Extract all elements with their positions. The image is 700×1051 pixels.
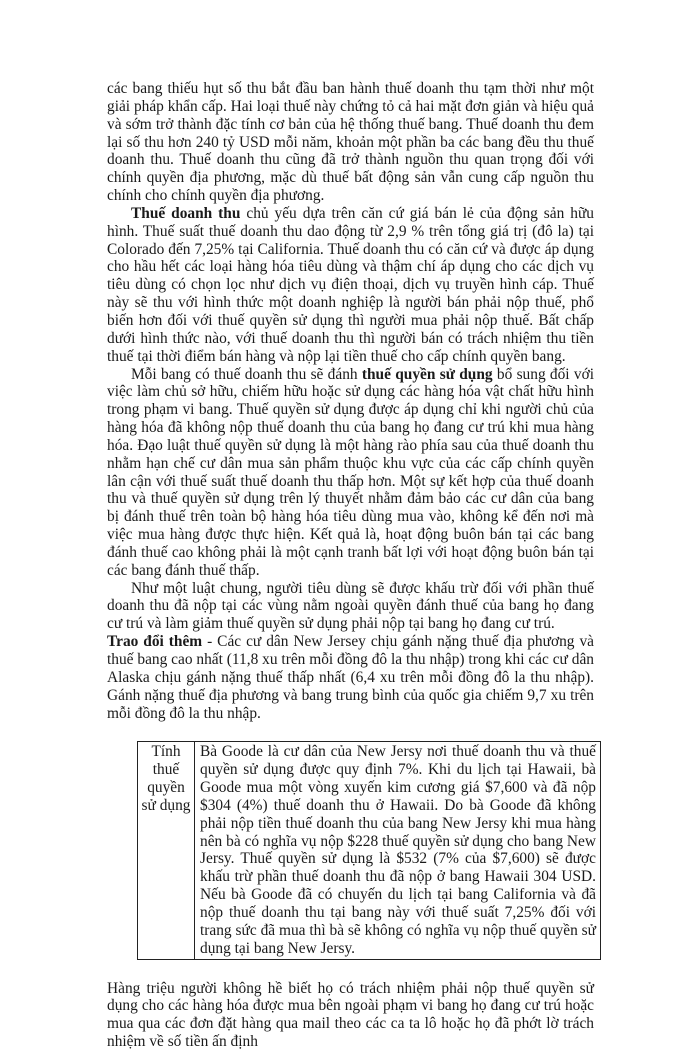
term-use-tax: thuế quyền sử dụng bbox=[361, 365, 493, 383]
paragraph-closing: Hàng triệu người không hề biết họ có trách nhiệm phải nộp thuế quyền sử dụng cho các hàng hóa được mua bên ngoài phạm vi bang họ đang cư trú hoặc mua qua các đơn đặt hàng qua mail theo các ca ta lô hoặc họ đã phớt lờ trách nhiệm về số tiền ấn định bbox=[107, 979, 594, 1051]
paragraph-use-tax-text: bổ sung đối với việc làm chủ sở hữu, chiếm hữu hoặc sử dụng các hàng hóa vật chất hữu hình trong phạm vi bang. Thuế quyền sử dụng được áp dụng chỉ khi người chủ của hàng hóa đã không nộp thuế doanh thu của bang họ đang cư trú khi mua hàng hóa. Đạo luật thuế quyền sử dụng là một hàng rào phía sau của thuế doanh thu nhằm hạn chế cư dân mua sản phẩm thuộc khu vực của các cấp chính quyền lân cận với thuế suất thuế doanh thu thấp hơn. Một sự kết hợp của thuế doanh thu và thuế quyền sử dụng trên lý thuyết nhằm đảm bảo các cư dân của bang bị đánh thuế trên toàn bộ hàng hóa tiêu dùng mua vào, không kể đến nơi mà việc mua hàng được thực hiện. Kết quả là, hoạt động buôn bán tại các bang đánh thuế cao không phải là một cạnh tranh bất lợi với hoạt động buôn bán tại các bang đánh thuế thấp. bbox=[107, 365, 594, 579]
paragraph-discussion bbox=[107, 633, 594, 722]
paragraph-use-tax-lead: Mỗi bang có thuế doanh thu sẽ đánh bbox=[131, 365, 362, 383]
example-box-body: Bà Goode là cư dân của New Jersy nơi thuế doanh thu và thuế quyền sử dụng được quy định 7%. Khi du lịch tại Hawaii, bà Goode mua một vòng xuyến kim cương giá $7,600 và đã nộp $304 (4%) thuế doanh thu ở Hawaii. Do bà Goode đã không phải nộp tiền thuế doanh thu của bang New Jersy khi mua hàng nên bà có nghĩa vụ nộp $228 thuế quyền sử dụng cho bang New Jersy. Thuế quyền sử dụng là $532 (7% của $7,600) sẽ được khấu trừ phần thuế doanh thu đã nộp ở bang Hawaii 304 USD. Nếu bà Goode đã có chuyến du lịch tại bang California và đã nộp thuế doanh thu tại bang này với thuế suất 7,25% đối với trang sức đã mua thì bà sẽ không có nghĩa vụ nộp thuế quyền sử dụng tại bang New Jersy. bbox=[195, 742, 601, 959]
document-page bbox=[107, 80, 594, 1051]
paragraph-discussion-text: - Các cư dân New Jersey chịu gánh nặng thuế địa phương và thuế bang cao nhất (11,8 xu trên mỗi đồng đô la thu nhập) trong khi các cư dân Alaska chịu gánh nặng thuế thấp nhất (6,4 xu trên mỗi đồng đô la thu nhập). Gánh nặng thuế địa phương và bang trung bình của quốc gia chiếm 9,7 xu trên mỗi đồng đô la thu nhập. bbox=[107, 633, 594, 722]
paragraph-intro: các bang thiếu hụt số thu bắt đầu ban hành thuế doanh thu tạm thời như một giải pháp khẩn cấp. Hai loại thuế này chứng tỏ cả hai mặt đơn giản và hiệu quả và sớm trở thành đặc tính cơ bản của hệ thống thuế bang. Thuế doanh thu đem lại số thu hơn 240 tỷ USD mỗi năm, khoản một phần ba các bang đều thu thuế doanh thu. Thuế doanh thu cũng đã trở thành nguồn thu quan trọng đối với chính quyền địa phương, mặc dù thuế bất động sản vẫn cung cấp nguồn thu chính cho chính quyền địa phương. bbox=[107, 80, 594, 205]
paragraph-general-rule: Như một luật chung, người tiêu dùng sẽ được khấu trừ đối với phần thuế doanh thu đã nộp tại các vùng nằm ngoài quyền đánh thuế của bang họ đang cư trú và làm giảm thuế quyền sử dụng phải nộp tại bang họ đang cư trú. bbox=[107, 579, 594, 633]
paragraph-sales-tax bbox=[107, 205, 594, 366]
example-box-label: Tính thuế quyền sử dụng bbox=[138, 742, 195, 959]
term-sales-tax: Thuế doanh thu bbox=[131, 204, 241, 222]
term-discussion: Trao đổi thêm bbox=[107, 633, 203, 651]
paragraph-use-tax bbox=[107, 366, 594, 580]
example-box bbox=[137, 741, 601, 959]
paragraph-sales-tax-text: chủ yếu dựa trên căn cứ giá bán lẻ của động sản hữu hình. Thuế suất thuế doanh thu dao động từ 2,9 % trên tổng giá trị (đô la) tại Colorado đến 7,25% tại California. Thuế doanh thu có căn cứ và được áp dụng cho hầu hết các loại hàng hóa tiêu dùng và thậm chí áp dụng cho các dịch vụ tiêu dùng có chọn lọc như dịch vụ điện thoại, dịch vụ truyền hình cáp. Thuế này sẽ thu với hình thức một doanh nghiệp là người bán phải nộp thuế, phổ biến hơn đối với thuế quyền sử dụng thì người mua phải nộp thuế. Bất chấp dưới hình thức nào, với thuế doanh thu thì người bán có trách nhiệm thu tiền thuế tại thời điểm bán hàng và nộp lại tiền thuế cho cấp chính quyền bang. bbox=[107, 204, 594, 365]
